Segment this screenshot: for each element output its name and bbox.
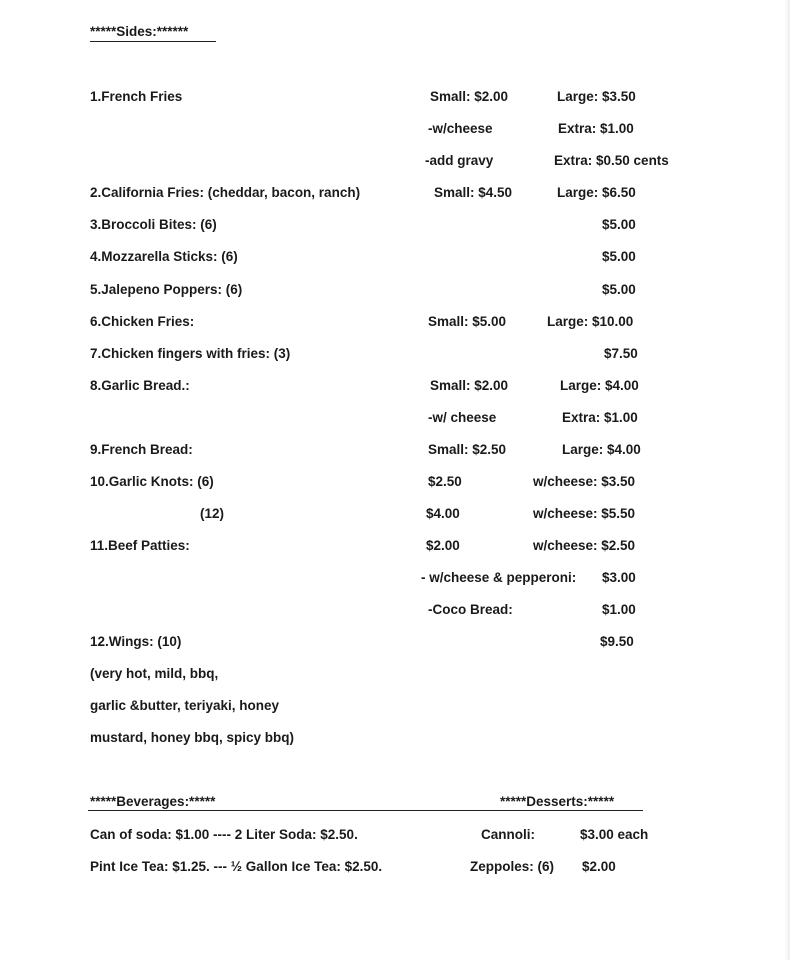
coco-bread-option: -Coco Bread: (428, 602, 513, 617)
garlic-bread-cheese-price: Extra: $1.00 (562, 410, 638, 425)
garlic-knots-6-cheese-price: w/cheese: $3.50 (533, 474, 636, 489)
sides-heading-underline (90, 41, 216, 42)
california-fries-large-price: Large: $6.50 (557, 185, 636, 200)
wings-name: 12.Wings: (10) (90, 634, 182, 649)
french-fries-gravy-option: -add gravy (425, 153, 494, 168)
garlic-bread-cheese-option: -w/ cheese (428, 410, 497, 425)
chicken-fingers-name: 7.Chicken fingers with fries: (3) (90, 346, 291, 361)
french-fries-gravy-price: Extra: $0.50 cents (554, 153, 669, 168)
beverages-line: Pint Ice Tea: $1.25. --- ½ Gallon Ice Tea: $2.50. (90, 859, 383, 874)
cannoli-name: Cannoli: (481, 827, 535, 842)
french-fries-cheese-option: -w/cheese (428, 121, 493, 136)
wings-flavors-line: garlic &butter, teriyaki, honey (90, 698, 280, 713)
california-fries-small-price: Small: $4.50 (434, 185, 513, 200)
beef-patties-cheese-pepperoni-price: $3.00 (602, 570, 636, 585)
french-bread-name: 9.French Bread: (90, 442, 193, 457)
chicken-fries-large-price: Large: $10.00 (547, 314, 634, 329)
garlic-bread-large-price: Large: $4.00 (560, 378, 639, 393)
broccoli-bites-price: $5.00 (602, 217, 636, 232)
beverages-heading: *****Beverages:***** (90, 794, 216, 809)
chicken-fingers-price: $7.50 (604, 346, 638, 361)
mozzarella-sticks-name: 4.Mozzarella Sticks: (6) (90, 249, 238, 264)
zeppoles-name: Zeppoles: (6) (470, 859, 555, 874)
cannoli-price: $3.00 each (580, 827, 649, 842)
beef-patties-name: 11.Beef Patties: (90, 538, 190, 553)
beef-patties-cheese-pepperoni-option: - w/cheese & pepperoni: (421, 570, 577, 585)
french-fries-large-price: Large: $3.50 (557, 89, 636, 104)
broccoli-bites-name: 3.Broccoli Bites: (6) (90, 217, 217, 232)
beverages-desserts-divider (88, 810, 643, 811)
jalepeno-poppers-price: $5.00 (602, 282, 636, 297)
sides-heading: *****Sides:****** (90, 24, 189, 39)
french-bread-small-price: Small: $2.50 (428, 442, 507, 457)
french-fries-name: 1.French Fries (90, 89, 183, 104)
jalepeno-poppers-name: 5.Jalepeno Poppers: (6) (90, 282, 243, 297)
beef-patties-price: $2.00 (426, 538, 460, 553)
wings-flavors-line: mustard, honey bbq, spicy bbq) (90, 730, 295, 745)
garlic-knots-name: 10.Garlic Knots: (6) (90, 474, 214, 489)
garlic-knots-12-price: $4.00 (426, 506, 460, 521)
french-bread-large-price: Large: $4.00 (562, 442, 641, 457)
california-fries-name: 2.California Fries: (cheddar, bacon, ranch) (90, 185, 361, 200)
chicken-fries-name: 6.Chicken Fries: (90, 314, 195, 329)
garlic-knots-6-price: $2.50 (428, 474, 462, 489)
garlic-knots-12-qty: (12) (200, 506, 225, 521)
garlic-bread-small-price: Small: $2.00 (430, 378, 509, 393)
garlic-knots-12-cheese-price: w/cheese: $5.50 (533, 506, 636, 521)
wings-flavors-line: (very hot, mild, bbq, (90, 666, 219, 681)
chicken-fries-small-price: Small: $5.00 (428, 314, 507, 329)
zeppoles-price: $2.00 (582, 859, 616, 874)
wings-price: $9.50 (600, 634, 634, 649)
garlic-bread-name: 8.Garlic Bread.: (90, 378, 190, 393)
beef-patties-cheese-price: w/cheese: $2.50 (533, 538, 636, 553)
desserts-heading: *****Desserts:***** (500, 794, 615, 809)
page-edge-shadow (784, 0, 790, 960)
mozzarella-sticks-price: $5.00 (602, 249, 636, 264)
beverages-line: Can of soda: $1.00 ---- 2 Liter Soda: $2.50. (90, 827, 358, 842)
coco-bread-price: $1.00 (602, 602, 636, 617)
french-fries-small-price: Small: $2.00 (430, 89, 509, 104)
french-fries-cheese-price: Extra: $1.00 (558, 121, 634, 136)
